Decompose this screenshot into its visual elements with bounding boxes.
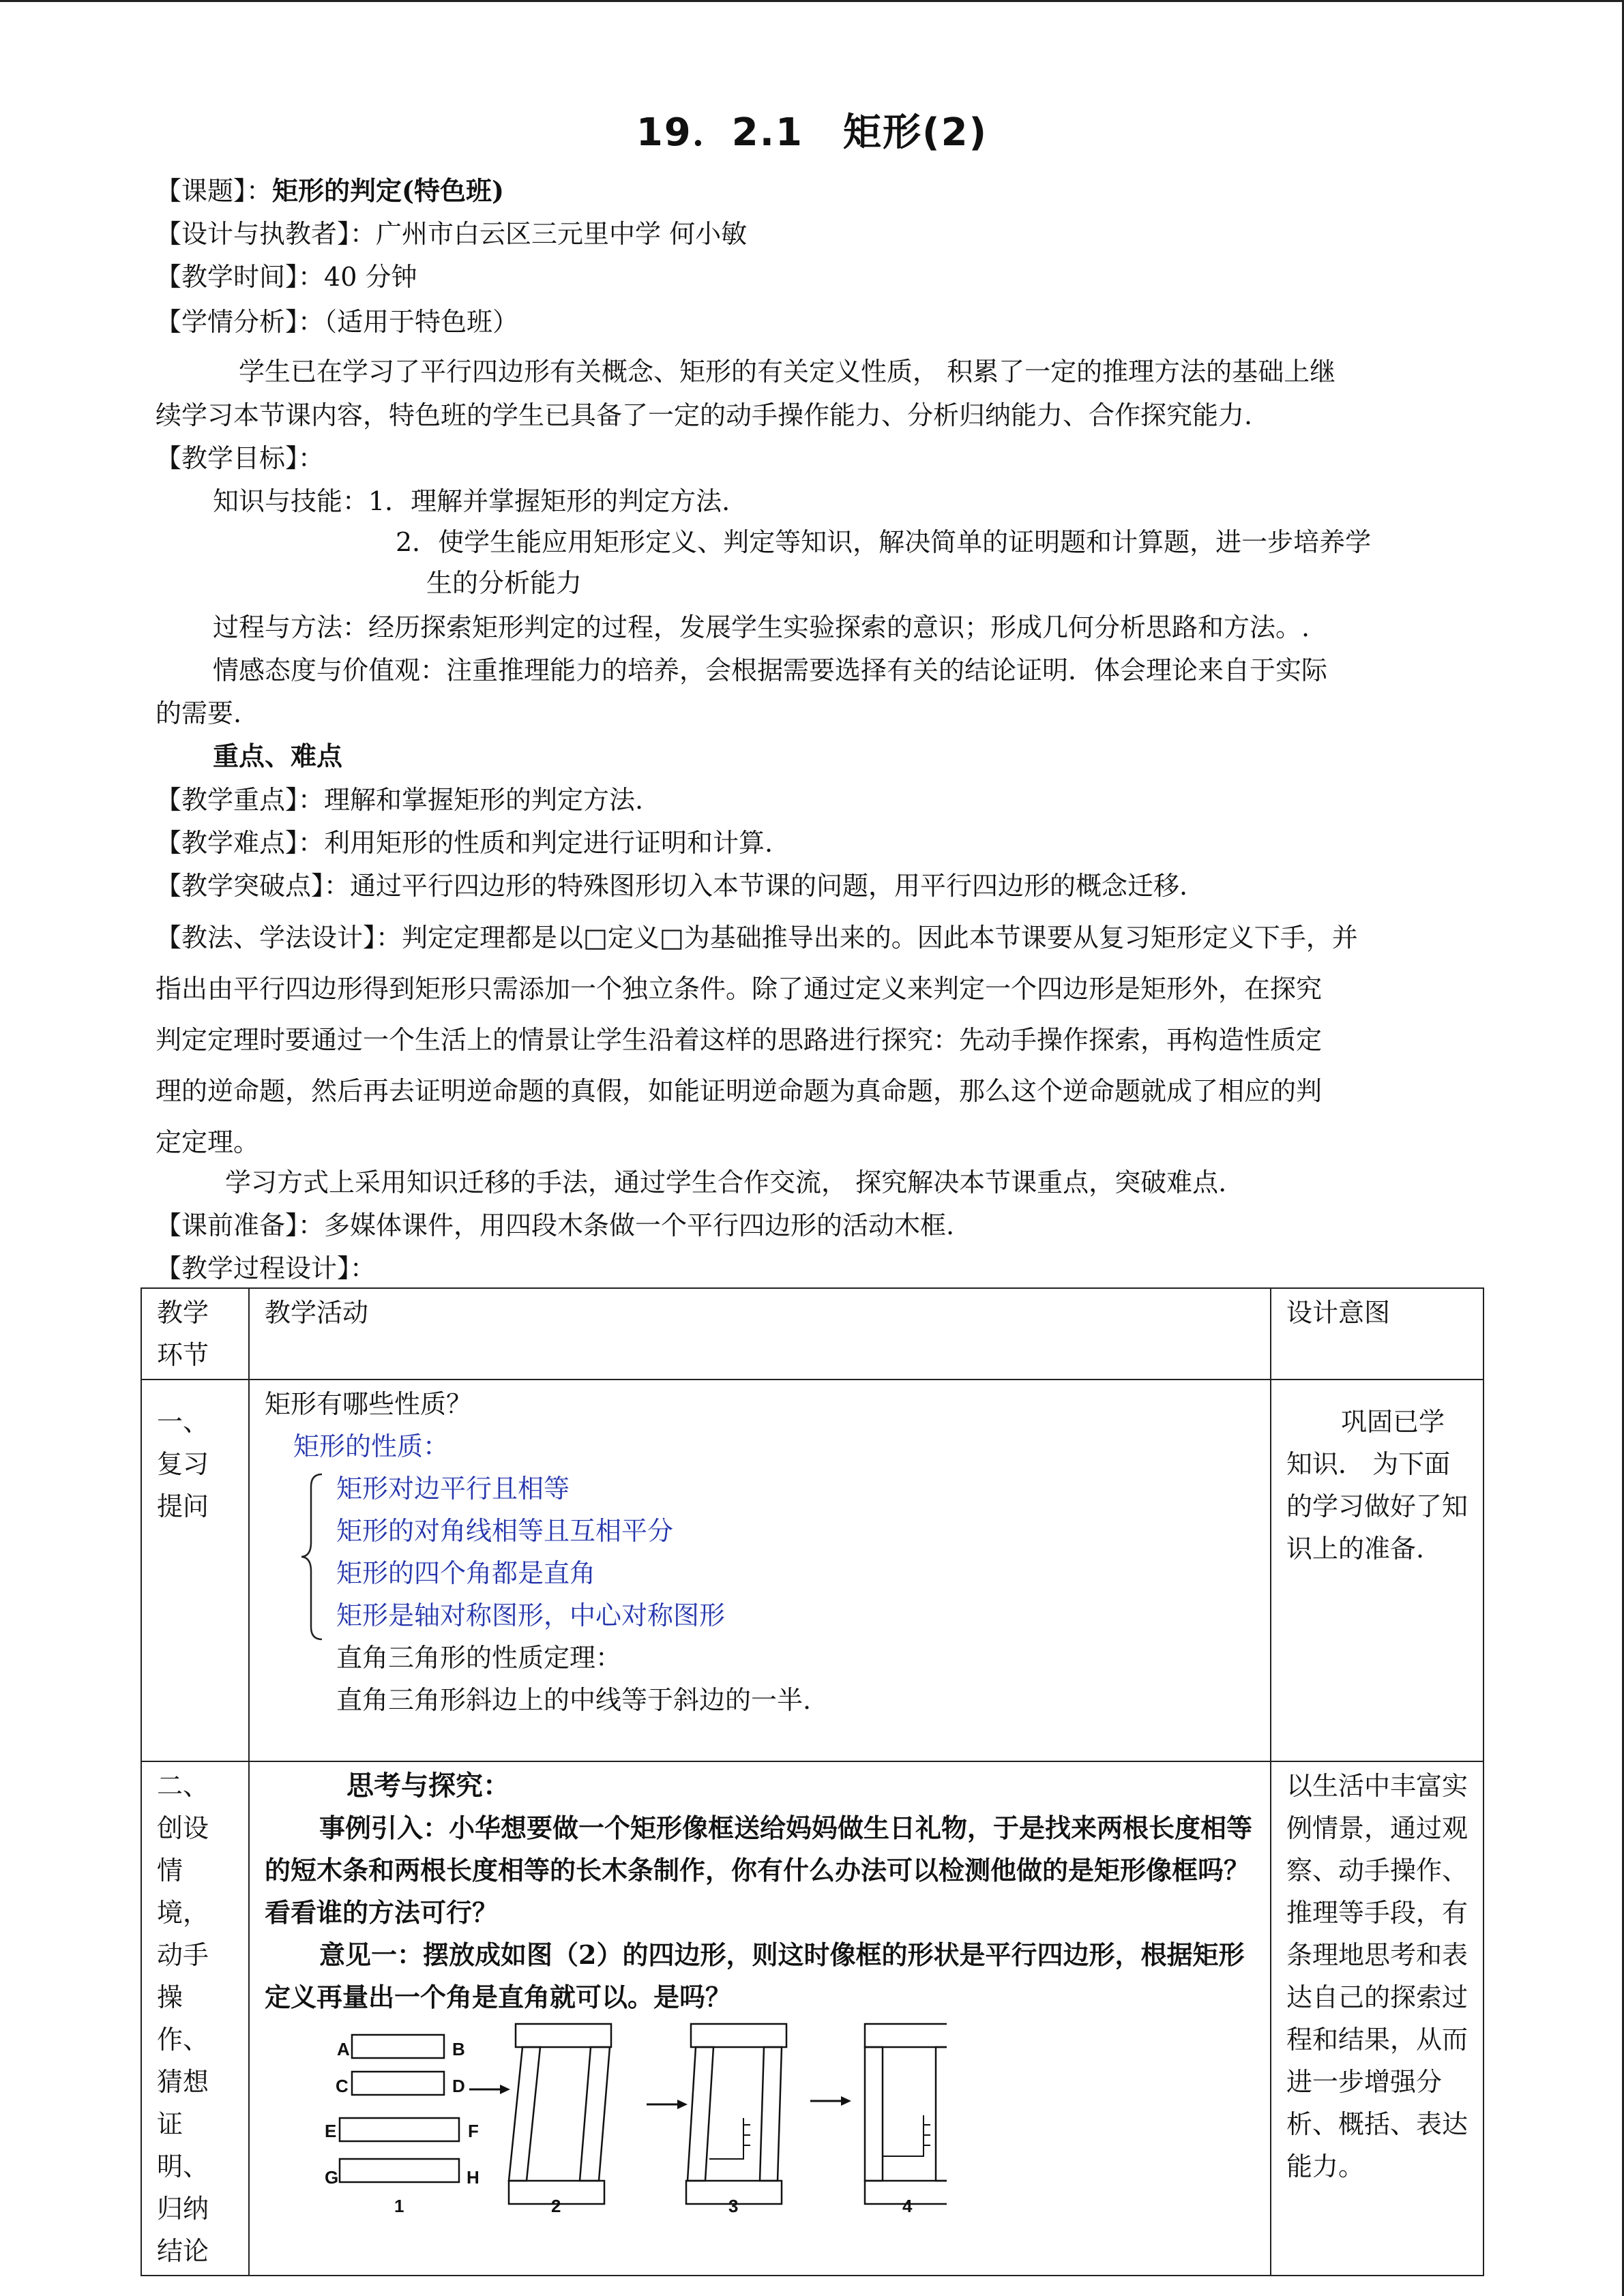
goals-label: 【教学目标】： [156,443,325,473]
rectangle-frame [865,2024,947,2204]
analysis-paragraph-2: 续学习本节课内容，特色班的学生已具备了一定的动手操作能力、分析归纳能力、合作探究能力. [156,400,1253,430]
topic-value: 矩形的判定(特色班) [272,175,504,206]
header-activity: 教学活动 [249,1288,1271,1380]
short-stick-ab [352,2035,444,2058]
goal-process: 过程与方法：经历探索矩形判定的过程，发展学生实验探索的意识；形成几何分析思路和方法。. [213,612,1310,642]
arrow-icon [469,2085,510,2094]
figure-number: 1 [394,2196,404,2213]
table-row [141,1380,1483,1761]
label-g: G [325,2167,339,2188]
table-row [141,1761,1483,2276]
frame-diagram [265,2023,947,2213]
curly-brace-icon [299,1472,326,1642]
example-intro: 事例引入：小华想要做一个矩形像框送给妈妈做生日礼物，于是找来两根长度相等的短木条和两根长度相等的长木条制作，你有什么办法可以检测他做的是矩形像框吗？看看谁的方法可行？ [265,1813,1253,1928]
difficulty: 【教学难点】：利用矩形的性质和判定进行证明和计算. [156,828,773,858]
label-f: F [468,2121,479,2141]
designer-value: 广州市白云区三元里中学 何小敏 [376,219,748,249]
label-e: E [325,2121,337,2141]
activity-review [249,1380,1271,1761]
label-d: D [452,2076,465,2096]
key-point: 【教学重点】：理解和掌握矩形的判定方法. [156,785,644,815]
arrow-icon [647,2100,688,2109]
method-line-4: 理的逆命题，然后再去证明逆命题的真假，如能证明逆命题为真命题，那么这个逆命题就成了相应的判 [156,1076,1323,1106]
property-item: 矩形的对角线相等且互相平分 [336,1516,674,1546]
figure-number: 4 [902,2196,913,2213]
arrow-icon [810,2096,851,2106]
header-intent: 设计意图 [1271,1288,1483,1380]
breakthrough: 【教学突破点】：通过平行四边形的特殊图形切入本节课的问题，用平行四边形的概念迁移. [156,871,1188,901]
time-line [156,260,417,294]
designer-line [156,217,747,251]
page-top-border [0,0,1624,2]
short-stick-cd [352,2072,444,2095]
parallelogram-frame [509,2024,611,2204]
label-b: B [452,2039,465,2059]
opinion-one: 意见一：摆放成如图（2）的四边形，则这时像框的形状是平行四边形，根据矩形定义再量出一个角是直角就可以。是吗？ [265,1939,1245,2012]
explore-heading: 思考与探究： [346,1770,510,1802]
method-line-5: 定定理。 [156,1127,260,1157]
analysis-label: 【学情分析】： [156,307,325,337]
long-stick-ef [340,2118,459,2141]
label-a: A [337,2039,350,2059]
header-stage: 教学环节 [141,1288,249,1380]
sticks-figure [325,2035,479,2213]
goal-knowledge: 知识与技能：1．理解并掌握矩形的判定方法. [213,486,730,516]
intent-review: 巩固已学知识． 为下面的学习做好了知识上的准备. [1271,1380,1483,1761]
figure-number: 3 [728,2196,739,2213]
topic-label: 【课题】： [156,176,273,206]
tilted-frame [686,2024,786,2204]
method-line-3: 判定定理时要通过一个生活上的情景让学生沿着这样的思路进行探究：先动手操作探索，再构造性质定 [156,1025,1323,1055]
table-header-row [141,1288,1483,1380]
preparation: 【课前准备】：多媒体课件，用四段木条做一个平行四边形的活动木框. [156,1210,955,1240]
property-item: 矩形对边平行且相等 [336,1474,570,1504]
triangle-theorem: 直角三角形斜边上的中线等于斜边的一半. [336,1685,812,1715]
label-h: H [467,2167,479,2188]
properties-title: 矩形的性质： [293,1431,449,1461]
activity-explore [249,1761,1271,2276]
figure-number: 2 [551,2196,561,2213]
property-item: 矩形是轴对称图形，中心对称图形 [336,1600,726,1630]
process-table [141,1287,1484,2276]
intent-explore: 以生活中丰富实例情景，通过观察、动手操作、推理等手段，有条理地思考和表达自己的探索过程和结果，从而进一步增强分析、概括、表达能力。 [1271,1761,1483,2276]
method-line-1: 【教法、学法设计】：判定定理都是以□定义□为基础推导出来的。因此本节课要从复习矩形定义下手，并 [156,923,1358,953]
goal-knowledge-2b: 生的分析能力 [426,568,582,598]
study-method: 学习方式上采用知识迁移的手法，通过学生合作交流， 探究解决本节课重点，突破难点. [225,1167,1227,1197]
label-c: C [336,2076,349,2096]
designer-label: 【设计与执教者】： [156,219,377,249]
goal-knowledge-2a: 2．使学生能应用矩形定义、判定等知识，解决简单的证明题和计算题，进一步培养学 [396,527,1372,557]
triangle-theorem-title: 直角三角形的性质定理： [336,1643,622,1673]
page-title: 19．2.1 矩形(2) [636,110,988,155]
method-line-2: 指出由平行四边形得到矩形只需添加一个独立条件。除了通过定义来判定一个四边形是矩形外，在探究 [156,974,1323,1004]
time-value: 40 分钟 [324,262,417,292]
key-heading: 重点、难点 [213,741,343,771]
goal-attitude-a: 情感态度与价值观：注重推理能力的培养，会根据需要选择有关的结论证明．体会理论来自于实际 [213,655,1328,685]
time-label: 【教学时间】： [156,262,325,292]
long-stick-gh [340,2159,459,2182]
property-item: 矩形的四个角都是直角 [336,1558,596,1588]
topic-line [156,174,504,208]
properties-group [265,1467,1255,1637]
stage-review: 一、复习提问 [141,1380,249,1761]
goal-attitude-b: 的需要. [156,698,242,728]
stage-explore: 二、创设情境，动手操作、猜想证明、归纳结论 [141,1761,249,2276]
analysis-paragraph-1: 学生已在学习了平行四边形有关概念、矩形的有关定义性质， 积累了一定的推理方法的基础上继 [239,357,1336,387]
analysis-note: （适用于特色班） [324,307,519,337]
analysis-line [156,305,518,339]
review-question: 矩形有哪些性质？ [265,1389,473,1419]
process-label: 【教学过程设计】： [156,1253,377,1283]
